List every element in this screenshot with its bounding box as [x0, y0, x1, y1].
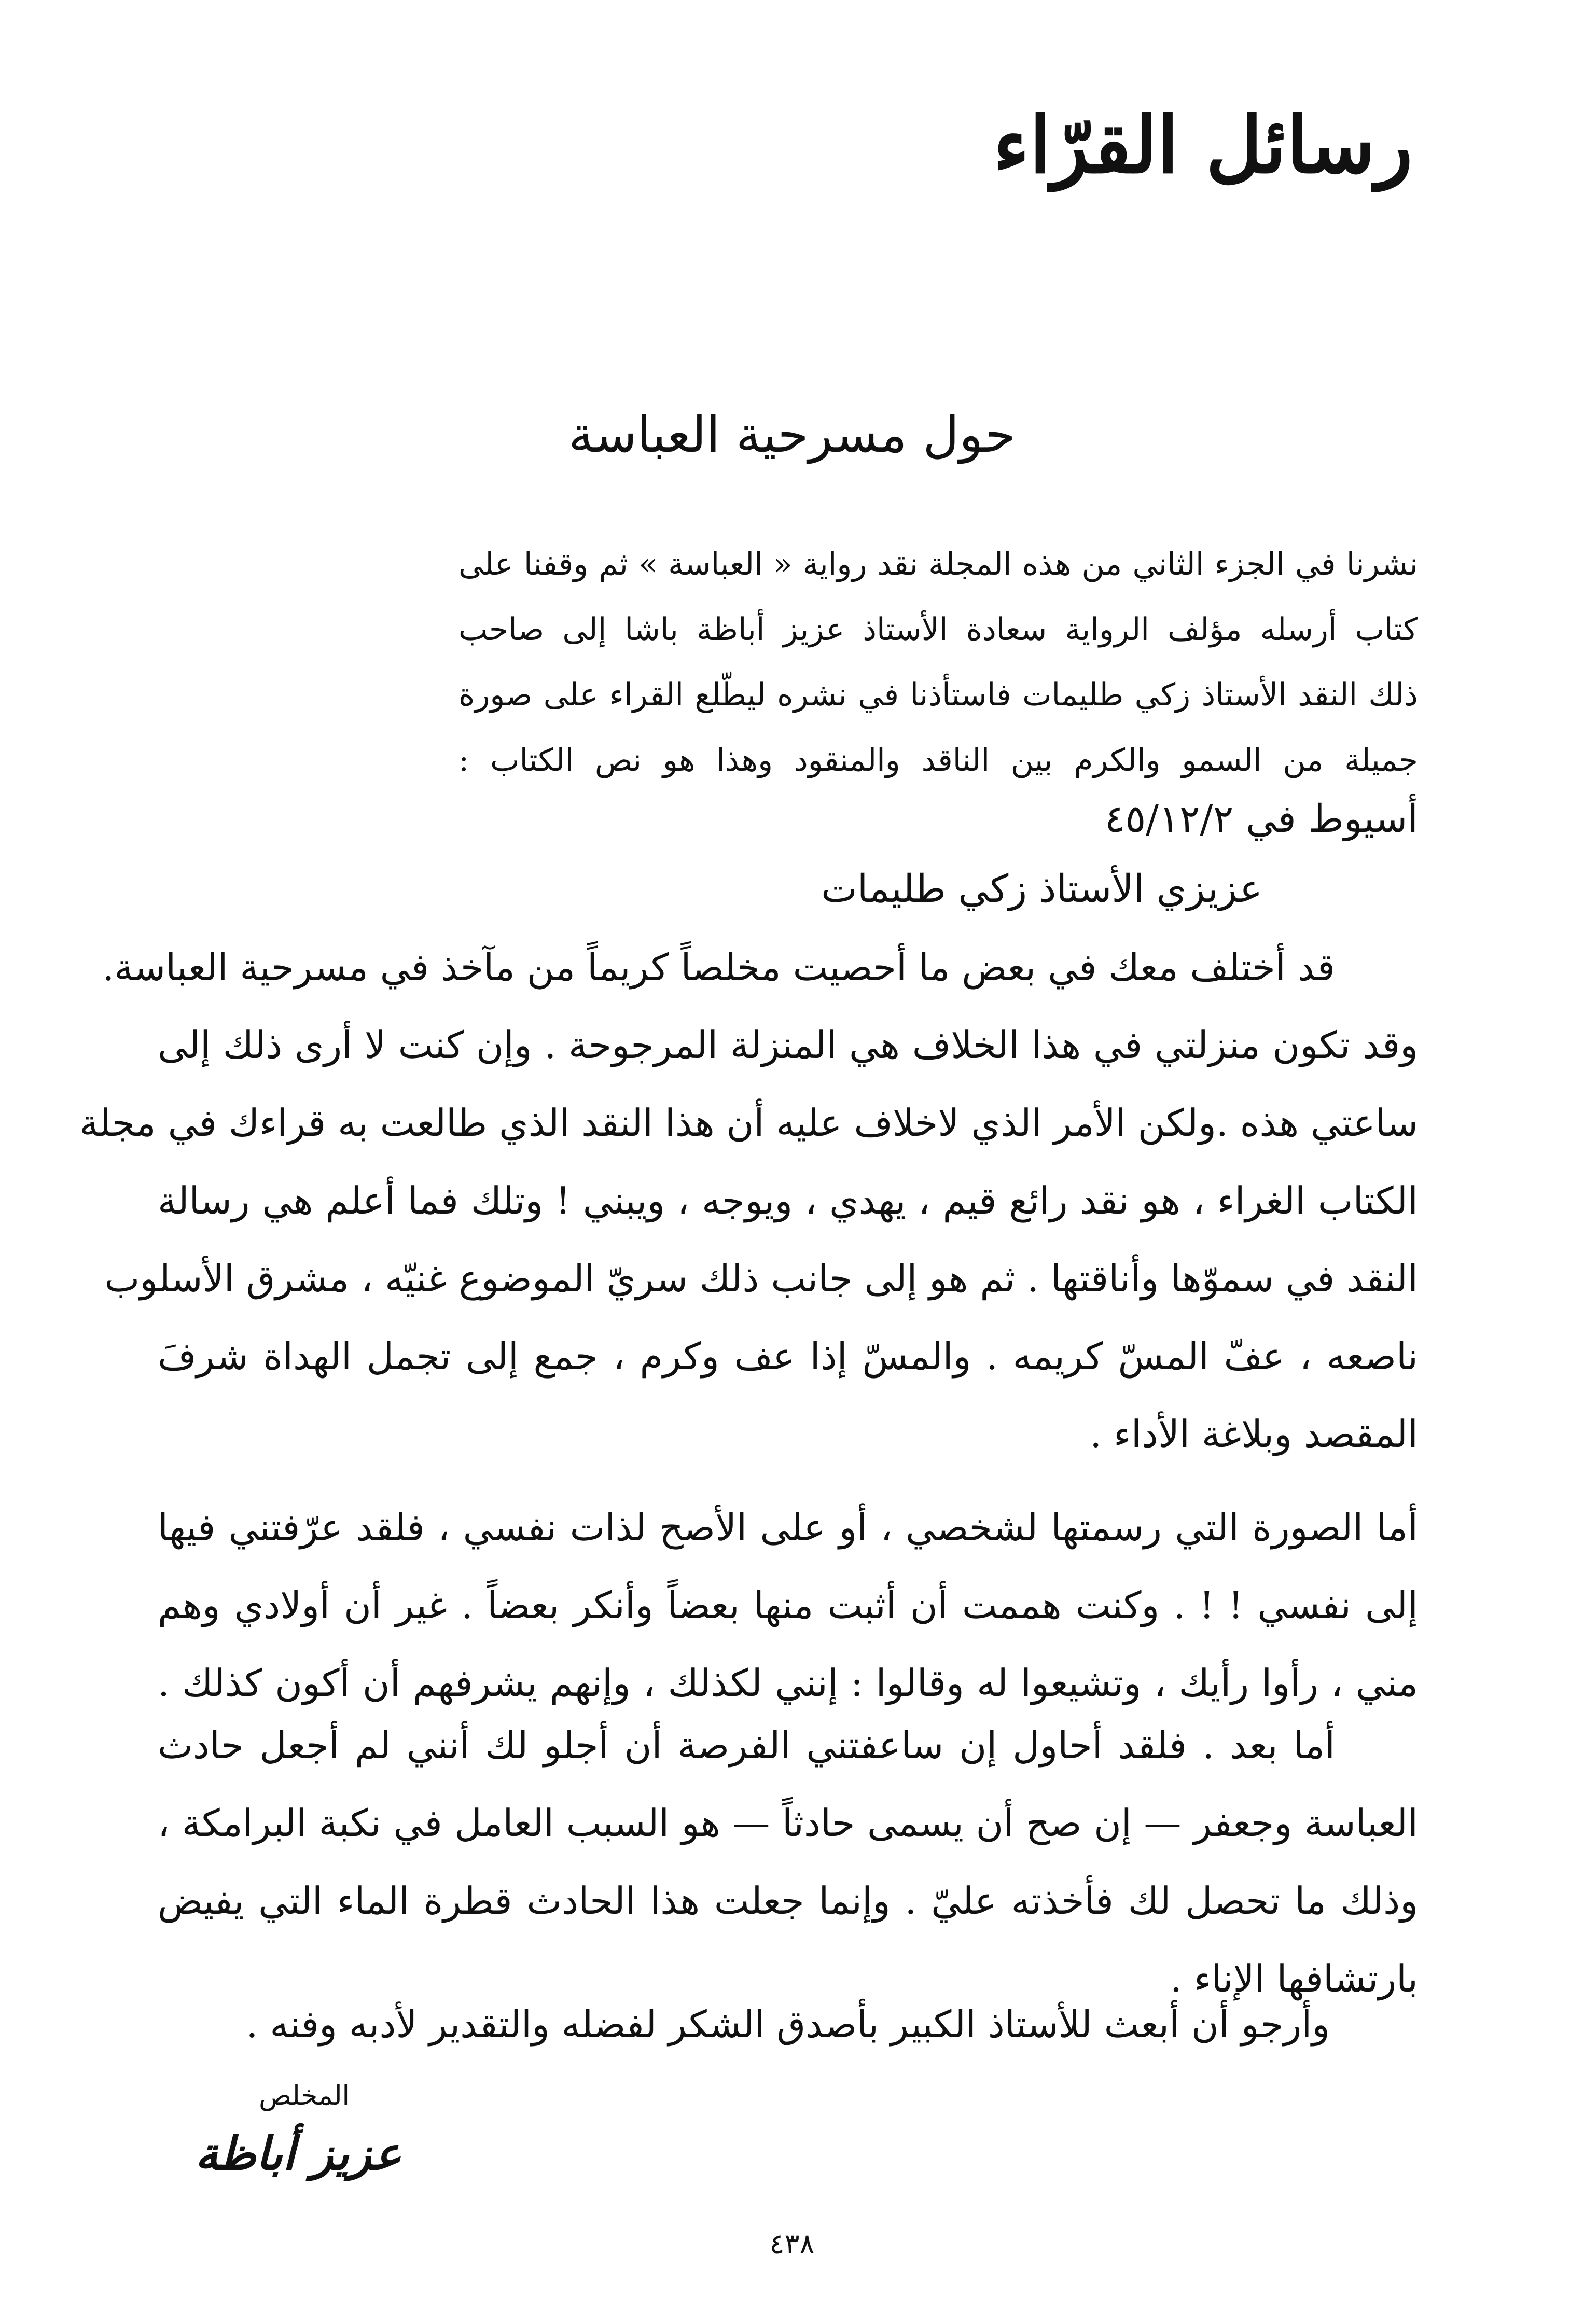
paragraph-line: النقد في سموّها وأناقتها . ثم هو إلى جانب ذلك سريّ الموضوع غنيّه ، مشرق الأسلوب — [104, 1257, 1418, 1300]
paragraph-line: المقصد وبلاغة الأداء . — [1090, 1412, 1418, 1456]
article-title: حول مسرحية العباسة — [568, 406, 1016, 464]
paragraph-line: ناصعه ، عفّ المسّ كريمه . والمسّ إذا عف وكرم ، جمع إلى تجمل الهداة شرفَ — [158, 1334, 1418, 1378]
paragraph-line: وذلك ما تحصل لك فأخذته عليّ . وإنما جعلت هذا الحادث قطرة الماء التي يفيض — [158, 1879, 1418, 1923]
section-header: رسائل القرّاء — [993, 100, 1413, 191]
paragraph-line: ساعتي هذه .ولكن الأمر الذي لاخلاف عليه أن هذا النقد الذي طالعت به قراءك في مجلة — [79, 1101, 1418, 1145]
paragraph-line: أما بعد . فلقد أحاول إن ساعفتني الفرصة أن أجلو لك أنني لم أجعل حادث — [158, 1723, 1335, 1767]
paragraph-line: بارتشافها الإناء . — [1170, 1957, 1418, 2000]
intro-line: نشرنا في الجزء الثاني من هذه المجلة نقد رواية « العباسة » ثم وقفنا على — [458, 546, 1418, 582]
intro-line: كتاب أرسله مؤلف الرواية سعادة الأستاذ عزيز أباظة باشا إلى صاحب — [458, 611, 1418, 648]
paragraph-line: العباسة وجعفر — إن صح أن يسمى حادثاً — هو السبب العامل في نكبة البرامكة ، — [158, 1801, 1418, 1845]
paragraph-line: أما الصورة التي رسمتها لشخصي ، أو على الأصح لذات نفسي ، فلقد عرّفتني فيها — [158, 1506, 1418, 1549]
intro-note — [458, 532, 1418, 793]
letter-paragraph — [79, 928, 1419, 1473]
paragraph-line: وقد تكون منزلتي في هذا الخلاف هي المنزلة المرجوحة . وإن كنت لا أرى ذلك إلى — [158, 1023, 1419, 1067]
letter-salutation: عزيزي الأستاذ زكي طليمات — [821, 867, 1262, 911]
letter-paragraph — [158, 1706, 1418, 2017]
letter-closing: وأرجو أن أبعث للأستاذ الكبير بأصدق الشكر لفضله والتقدير لأدبه وفنه . — [246, 2002, 1330, 2046]
page-number: ٤٣٨ — [769, 2228, 815, 2260]
paragraph-line: قد أختلف معك في بعض ما أحصيت مخلصاً كريماً من مآخذ في مسرحية العباسة. — [102, 945, 1335, 989]
paragraph-line: الكتاب الغراء ، هو نقد رائع قيم ، يهدي ، ويوجه ، ويبني ! وتلك فما أعلم هي رسالة — [158, 1179, 1418, 1222]
signoff-label: المخلص — [259, 2080, 350, 2111]
paragraph-line: إلى نفسي ! ! . وكنت هممت أن أثبت منها بعضاً وأنكر بعضاً . غير أن أولادي وهم — [158, 1583, 1418, 1627]
handwritten-signature: عزيز أباظة — [195, 2126, 401, 2180]
intro-line: جميلة من السمو والكرم بين الناقد والمنقود وهذا هو نص الكتاب : — [458, 742, 1418, 778]
paragraph-line: مني ، رأوا رأيك ، وتشيعوا له وقالوا : إنني لكذلك ، وإنهم يشرفهم أن أكون كذلك . — [158, 1661, 1418, 1705]
letter-paragraph — [158, 1488, 1418, 1722]
letter-dateline: أسيوط في ٤٥/١٢/٢ — [1104, 797, 1418, 841]
intro-line: ذلك النقد الأستاذ زكي طليمات فاستأذنا في نشره ليطّلع القراء على صورة — [458, 677, 1418, 713]
